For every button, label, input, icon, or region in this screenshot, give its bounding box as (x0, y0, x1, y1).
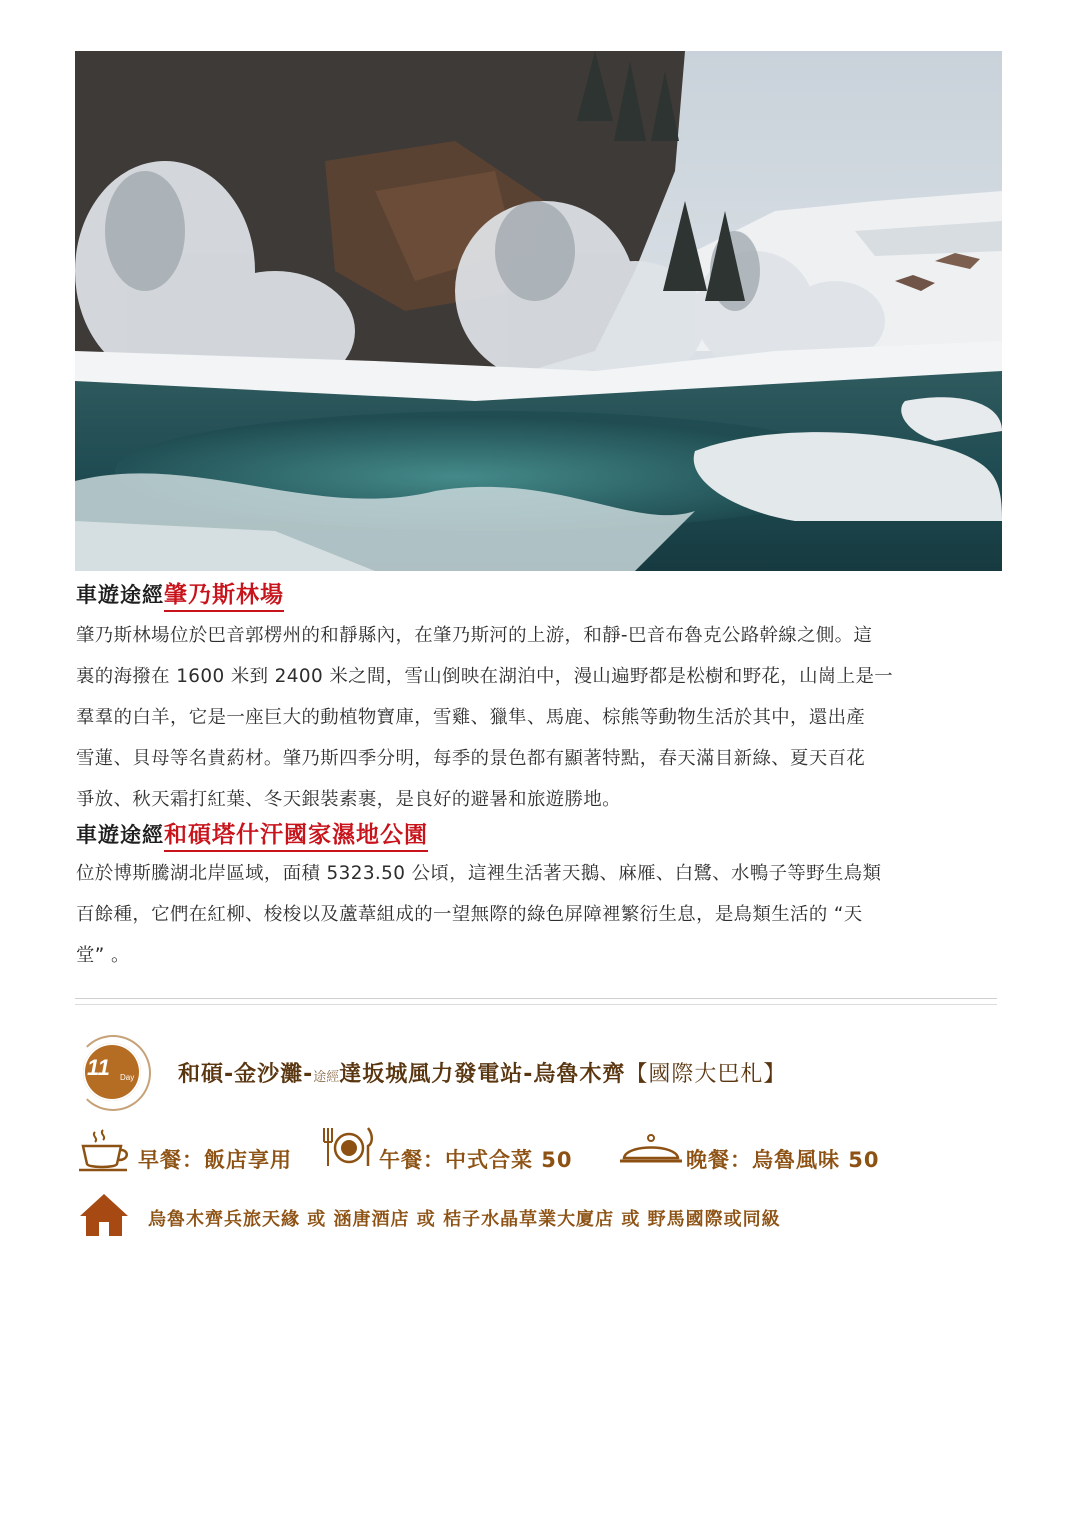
snowy-river-landscape (75, 51, 1002, 571)
meals-row (75, 1122, 975, 1182)
text-line: 肇乃斯林場位於巴音郭楞州的和靜縣內，在肇乃斯河的上游，和靜-巴音布魯克公路幹線之側。這 (76, 625, 873, 646)
section-title: 肇乃斯林場 (164, 582, 284, 612)
cloche-icon (618, 1134, 684, 1166)
text-line: 裏的海撥在 1600 米到 2400 米之間，雪山倒映在湖泊中，漫山遍野都是松樹和野花，山崗上是一 (76, 666, 894, 687)
route-via: 途經 (313, 1070, 340, 1085)
dinner-label: 晚餐：烏魯風味 50 (686, 1148, 880, 1172)
section-prefix: 車遊途經 (76, 823, 164, 847)
plate-cutlery-icon (320, 1122, 376, 1170)
text-line: 百餘種，它們在紅柳、梭梭以及蘆葦組成的一望無際的綠色屏障裡繁衍生息，是鳥類生活的 “天 (76, 904, 863, 925)
day-number: 11 (87, 1055, 110, 1080)
section-heading-wetland (76, 816, 428, 849)
route-bazaar: 【國際大巴札】 (625, 1062, 787, 1087)
breakfast-label: 早餐：飯店享用 (138, 1148, 292, 1172)
route-part1: 和碩-金沙灘- (178, 1062, 314, 1087)
hero-photo (75, 51, 1002, 571)
route-part2: 達坂城風力發電站-烏魯木齊 (339, 1062, 626, 1087)
divider-line (75, 1004, 997, 1005)
text-line: 堂” 。 (76, 945, 130, 966)
section-title: 和碩塔什汗國家濕地公園 (164, 822, 428, 852)
day-route (178, 1057, 786, 1088)
day-label: Day (120, 1073, 135, 1082)
text-line: 位於博斯騰湖北岸區域，面積 5323.50 公頃，這裡生活著天鵝、麻雁、白鷺、水鴨子等野生鳥類 (76, 863, 882, 884)
coffee-cup-icon (77, 1128, 133, 1174)
text-line: 爭放、秋天霜打紅葉、冬天銀裝素裹，是良好的避暑和旅遊勝地。 (76, 789, 621, 810)
section-body-wetland (76, 853, 1001, 976)
section-heading-zhaonaisi (76, 576, 284, 609)
text-line: 羣羣的白羊，它是一座巨大的動植物寶庫，雪雞、獵隼、馬鹿、棕熊等動物生活於其中，還出產 (76, 707, 866, 728)
house-icon (78, 1192, 130, 1238)
section-prefix: 車遊途經 (76, 583, 164, 607)
hotel-options: 烏魯木齊兵旅天緣 或 涵唐酒店 或 桔子水晶草業大廈店 或 野馬國際或同級 (148, 1209, 781, 1230)
day-badge (75, 1035, 151, 1111)
lunch-label: 午餐：中式合菜 50 (379, 1148, 573, 1172)
section-body-zhaonaisi (76, 615, 1001, 820)
divider-line (75, 998, 997, 999)
text-line: 雪蓮、貝母等名貴葯材。肇乃斯四季分明，每季的景色都有顯著特點，春天滿目新綠、夏天百花 (76, 748, 866, 769)
